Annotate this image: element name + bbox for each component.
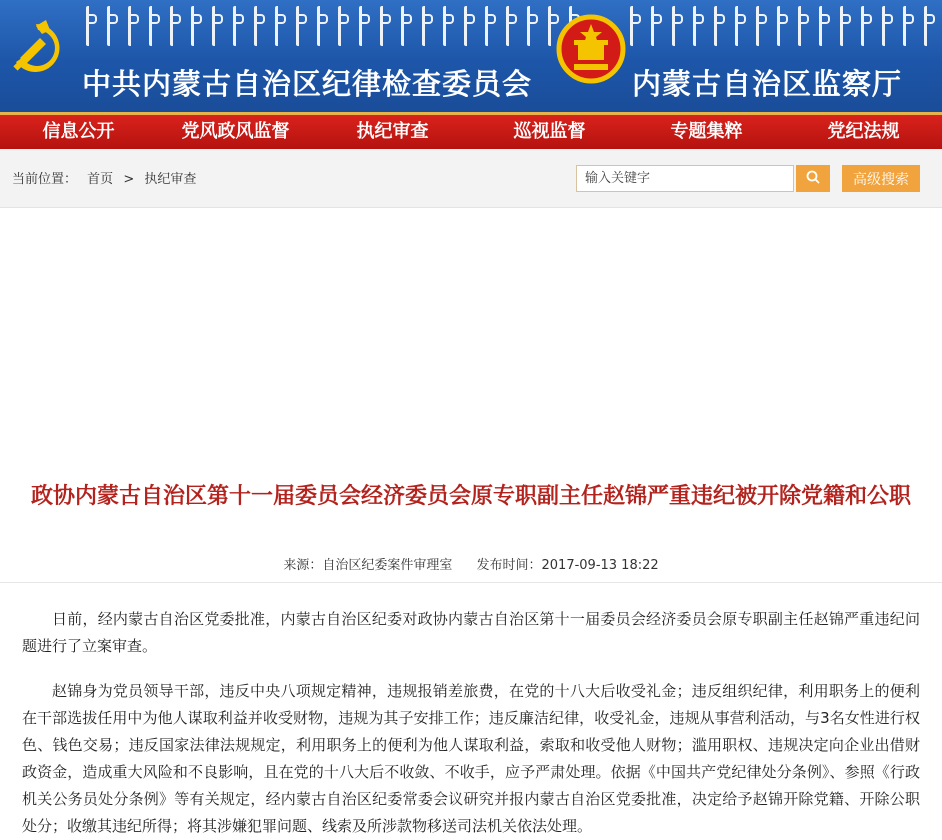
nav-item-info-disclosure[interactable]: 信息公开 xyxy=(42,121,115,142)
article-published-time: 发布时间：2017-09-13 18:22 xyxy=(476,558,659,573)
mongolian-script-left xyxy=(86,6,580,50)
nav-item-inspection[interactable]: 巡视监督 xyxy=(513,121,586,142)
divider xyxy=(0,582,942,583)
breadcrumb-label: 当前位置： xyxy=(12,172,78,187)
article-paragraph: 赵锦身为党员领导干部，违反中央八项规定精神，违规报销差旅费，在党的十八大后收受礼金；违反组织纪律，利用职务上的便利在干部选拔任用中为他人谋取利益并收受财物，违规为其子安排工作；违反廉洁纪律，收受礼金，违规从事营利活动，与3名女性进行权色、钱色交易；违反国家法律法规规定，利用职务上的便利为他人谋取利益，索取和收受他人财物；滥用职权、违规决定向企业出借财政资金，造成重大风险和不良影响，且在党的十八大后不收敛、不收手，应予严肃处理。依据《中国共产党纪律处分条例》、参照《行政机关公务员处分条例》等有关规定，经内蒙古自治区纪委常委会议研究并报内蒙古自治区党委批准，决定给予赵锦开除党籍、开除公职处分；收缴其违纪所得；将其涉嫌犯罪问题、线索及所涉款物移送司法机关依法处理。 xyxy=(22,682,920,835)
header-left-title: 中共内蒙古自治区纪律检查委员会 xyxy=(82,67,533,101)
nav-item-discipline-review[interactable]: 执纪审查 xyxy=(356,121,429,142)
search-input[interactable] xyxy=(576,165,794,192)
national-emblem-icon xyxy=(556,14,626,84)
party-emblem-icon xyxy=(6,16,72,82)
breadcrumb-separator: > xyxy=(123,172,135,187)
header-right-title: 内蒙古自治区监察厅 xyxy=(632,67,903,101)
main-nav xyxy=(0,112,942,149)
breadcrumb-bar xyxy=(0,149,942,208)
nav-item-regulations[interactable]: 党纪法规 xyxy=(827,121,900,142)
article-title: 政协内蒙古自治区第十一届委员会经济委员会原专职副主任赵锦严重违纪被开除党籍和公职 xyxy=(30,484,911,509)
search-icon xyxy=(806,170,820,184)
site-header xyxy=(0,0,942,112)
breadcrumb-current[interactable]: 执纪审查 xyxy=(144,172,197,187)
nav-item-special-topics[interactable]: 专题集粹 xyxy=(670,121,743,142)
article-source: 来源：自治区纪委案件审理室 xyxy=(283,558,453,573)
breadcrumb-home-link[interactable]: 首页 xyxy=(87,172,114,187)
nav-item-conduct-supervision[interactable]: 党风政风监督 xyxy=(181,121,290,142)
advanced-search-button[interactable]: 高级搜索 xyxy=(842,165,920,192)
search-button[interactable] xyxy=(796,165,830,192)
article-meta xyxy=(0,554,942,573)
breadcrumb xyxy=(12,168,202,187)
article-paragraph: 日前，经内蒙古自治区党委批准，内蒙古自治区纪委对政协内蒙古自治区第十一届委员会经济委员会原专职副主任赵锦严重违纪问题进行了立案审查。 xyxy=(22,610,920,655)
mongolian-script-right xyxy=(630,6,942,50)
